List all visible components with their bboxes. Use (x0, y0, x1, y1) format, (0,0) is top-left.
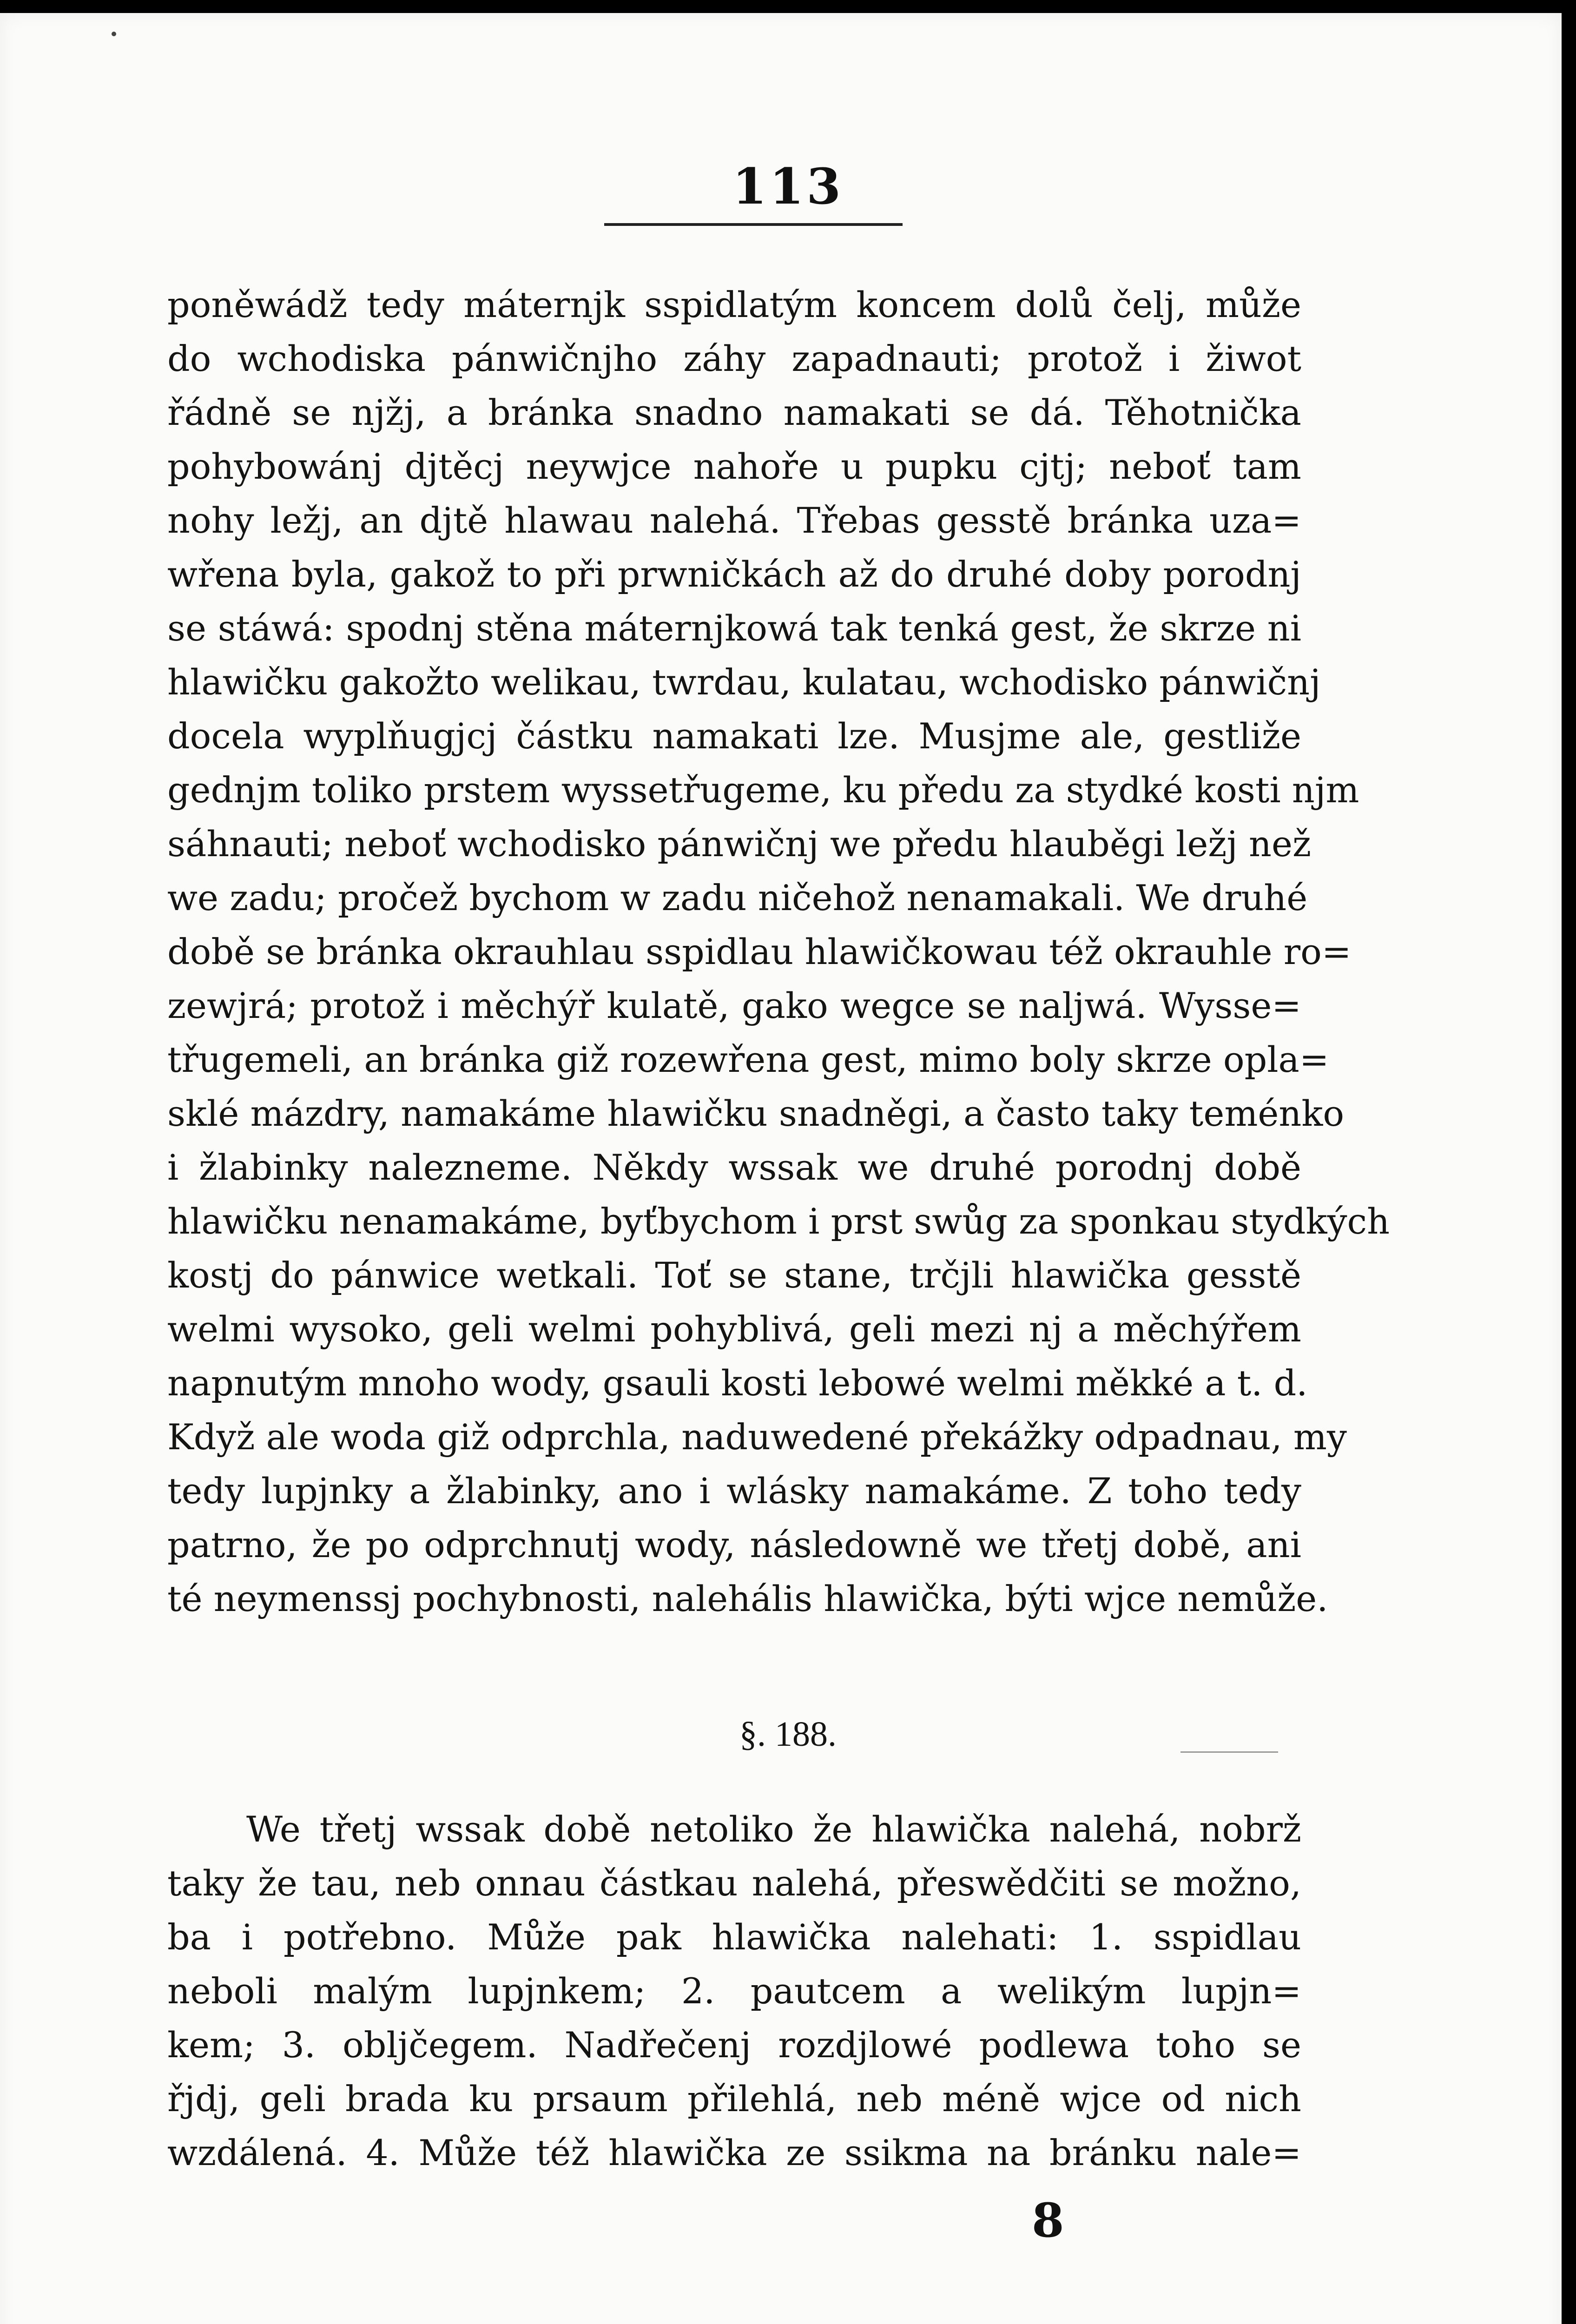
text-line: docela wyplňugjcj částku namakati lze. Musjme ale, gestliže (167, 715, 1301, 757)
section-heading: §. 188. (739, 1715, 837, 1754)
text-line: nohy ležj, an djtě hlawau nalehá. Třebas gesstě bránka uza= (167, 500, 1301, 541)
text-line: gednjm toliko prstem wyssetřugeme, ku předu za stydké kosti njm (167, 769, 1359, 811)
text-line: době se bránka okrauhlau sspidlau hlawičkowau též okrauhle ro= (167, 931, 1352, 972)
text-line: sáhnauti; neboť wchodisko pánwičnj we předu hlauběgi ležj než (167, 823, 1312, 865)
text-line: do wchodiska pánwičnjho záhy zapadnauti; protož i žiwot (167, 338, 1301, 379)
text-line: řjdj, geli brada ku prsaum přilehlá, neb méně wjce od nich (167, 2078, 1301, 2119)
text-line: patrno, že po odprchnutj wody, následowně we třetj době, ani (167, 1524, 1301, 1565)
book-page (0, 13, 1562, 2324)
scan-speck (112, 32, 116, 36)
text-line: pohybowánj djtěcj neywjce nahoře u pupku cjtj; neboť tam (167, 446, 1301, 487)
text-line: welmi wysoko, geli welmi pohyblivá, geli mezi nj a měchýřem (167, 1308, 1301, 1350)
text-line: sklé mázdry, namakáme hlawičku snadněgi, a často taky teménko (167, 1093, 1345, 1134)
text-line: se stáwá: spodnj stěna máternjkowá tak tenká gest, že skrze ni (167, 607, 1301, 649)
text-line: ba i potřebno. Může pak hlawička nalehati: 1. sspidlau (167, 1916, 1301, 1958)
text-line: hlawičku gakožto welikau, twrdau, kulatau, wchodisko pánwičnj (167, 661, 1321, 703)
text-line: té neymenssj pochybnosti, nalehális hlawička, býti wjce nemůže. (167, 1578, 1328, 1619)
text-line: hlawičku nenamakáme, byťbychom i prst swůg za sponkau stydkých (167, 1201, 1390, 1242)
page-number: 113 (732, 157, 844, 215)
signature-mark: 8 (1032, 2193, 1064, 2248)
text-line: we zadu; pročež bychom w zadu ničehož nenamakali. We druhé (167, 877, 1308, 918)
paragraph-section-188 (167, 1802, 1301, 2180)
text-line: kostj do pánwice wetkali. Toť se stane, trčjli hlawička gesstě (167, 1254, 1301, 1296)
text-line: tedy lupjnky a žlabinky, ano i wlásky namakáme. Z toho tedy (167, 1470, 1301, 1512)
section-rule (1180, 1751, 1278, 1753)
text-line: zewjrá; protož i měchýř kulatě, gako wegce se naljwá. Wysse= (167, 985, 1301, 1026)
text-line: kem; 3. obljčegem. Nadřečenj rozdjlowé podlewa toho se (167, 2024, 1301, 2066)
paragraph-continued (167, 278, 1390, 1626)
text-line: taky že tau, neb onnau částkau nalehá, přeswědčiti se možno, (167, 1862, 1301, 1904)
text-line: napnutým mnoho wody, gsauli kosti lebowé welmi měkké a t. d. (167, 1362, 1308, 1404)
header-rule (604, 223, 903, 226)
text-line: We třetj wssak době netoliko že hlawička nalehá, nobrž (246, 1809, 1301, 1850)
text-line: wřena byla, gakož to při prwničkách až do druhé doby porodnj (167, 554, 1301, 595)
text-line: Když ale woda giž odprchla, naduwedené překážky odpadnau, my (167, 1416, 1347, 1458)
text-line: třugemeli, an bránka giž rozewřena gest, mimo boly skrze opla= (167, 1039, 1329, 1080)
text-line: neboli malým lupjnkem; 2. pautcem a welikým lupjn= (167, 1970, 1301, 2012)
text-line: wzdálená. 4. Může též hlawička ze ssikma na bránku nale= (167, 2132, 1301, 2173)
text-line: i žlabinky nalezneme. Někdy wssak we druhé porodnj době (167, 1147, 1301, 1188)
text-line: řádně se njžj, a bránka snadno namakati se dá. Těhotnička (167, 392, 1301, 433)
text-line: poněwádž tedy máternjk sspidlatým koncem dolů čelj, může (167, 284, 1301, 325)
